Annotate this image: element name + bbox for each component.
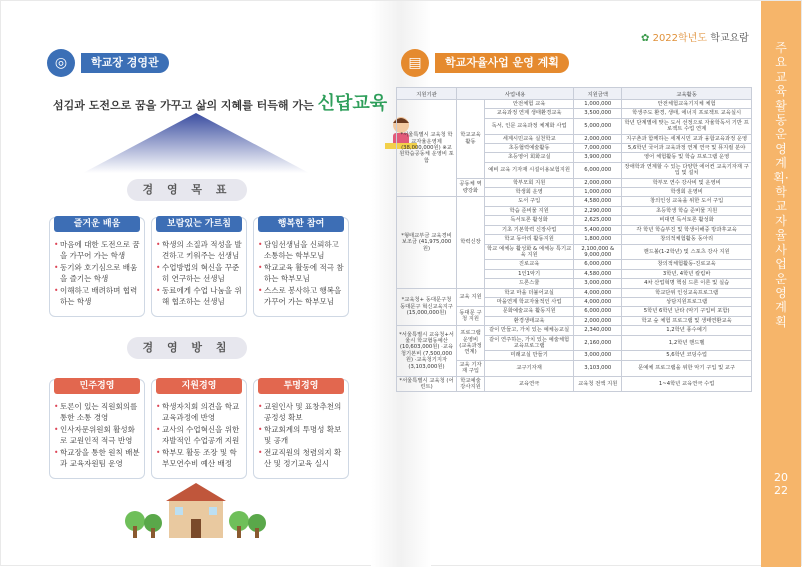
amount-cell: 4,580,000 bbox=[574, 269, 622, 278]
activity-cell: 상담지원프로그램 bbox=[622, 297, 752, 306]
program-name-cell: 학부모회 지원 bbox=[485, 178, 574, 187]
activity-cell: 지구촌과 함께하는 세계시민 교과 융합교육과정 운영 bbox=[622, 134, 752, 143]
policy-card: 투명경영 • 교원인사 및 표창추천의 공정성 확보 • 학교회계의 투명성 확보 및 공개 • 전교직원의 청렴의지 확산 및 정기교육 실시 bbox=[253, 379, 349, 479]
sidebar-chapter-title: 주요교육활동운영계획·학교자율사업운영계획 bbox=[773, 41, 789, 329]
program-name-cell: 1인1악기 bbox=[485, 269, 574, 278]
program-name-cell: 같이 연주하는, 가치 있는 예술체험교육프로그램 bbox=[485, 335, 574, 351]
amount-cell: 1,000,000 bbox=[574, 100, 622, 109]
program-name-cell: 같이 만들고, 가치 있는 예체능교실 bbox=[485, 326, 574, 335]
amount-cell: 2,000,000 bbox=[574, 134, 622, 143]
header-year: 2022학년도 bbox=[652, 33, 708, 44]
amount-cell: 4,000,000 bbox=[574, 288, 622, 297]
program-name-cell: 미래교실 만들기 bbox=[485, 351, 574, 360]
amount-cell: 3,103,000 bbox=[574, 360, 622, 376]
policy-label: 경 영 방 침 bbox=[127, 337, 247, 359]
funding-org-cell: *서울특별시 교육청 (어린트) bbox=[397, 376, 457, 392]
header-name: 학교요람 bbox=[710, 33, 749, 44]
amount-cell: 1,800,000 bbox=[574, 235, 622, 244]
amount-cell: 5,400,000 bbox=[574, 225, 622, 234]
globe-icon: ◎ bbox=[47, 49, 75, 77]
program-name-cell: 학교 예체능 활성화 & 예체능 특기교육 지원 bbox=[485, 244, 574, 260]
program-name-cell: 드론스쿨 bbox=[485, 279, 574, 288]
activity-cell: 창의인성 교육을 위한 도서 구입 bbox=[622, 197, 752, 206]
amount-cell: 2,160,000 bbox=[574, 335, 622, 351]
amount-cell: 교육청 전액 지원 bbox=[574, 376, 622, 392]
policy-card: 민주경영 • 토론이 있는 직원회의를 통한 소통 경영 • 인사자문위원회 활성화로 교원인적 적극 반영 • 학교장을 통한 원칙 배분과 교육자원팀 운영 bbox=[49, 379, 145, 479]
program-group-cell: 프로그램 운영비 (교육과정 연계) bbox=[457, 326, 485, 361]
autonomy-plan-table bbox=[396, 87, 752, 392]
activity-cell: 1,2학년 핸드벨 bbox=[622, 335, 752, 351]
amount-cell: 6,000,000 bbox=[574, 162, 622, 178]
table-row bbox=[397, 288, 752, 297]
program-name-cell: 학습 준비물 지원 bbox=[485, 206, 574, 215]
program-group-cell: 학교예술 강사지원 bbox=[457, 376, 485, 392]
amount-cell: 6,000,000 bbox=[574, 307, 622, 316]
amount-cell: 2,000,000 bbox=[574, 178, 622, 187]
table-row bbox=[397, 326, 752, 335]
table-header-row: 지원기관 사업내용 지원금액 교육활동 bbox=[397, 88, 752, 100]
program-name-cell: 초등협력예술활동 bbox=[485, 144, 574, 153]
policy-card: 지원경영 • 학생자치회 의견을 학교 교육과정에 반영 • 교사의 수업혁신을 위한 자발적인 수업공개 지원 • 학부모 활동 조장 및 학부모연수비 예산 배정 bbox=[151, 379, 247, 479]
program-name-cell: 초등영어 회화교실 bbox=[485, 153, 574, 162]
amount-cell: 4,580,000 bbox=[574, 197, 622, 206]
funding-org-cell: *서울특별시 교육청 학교자율운영제 (38,000,000원) ※교원학습공동체 운영비 포함 bbox=[397, 100, 457, 197]
funding-org-cell: *교육청+ 동대문구청 동대문구 혁신교육지구 (15,000,000원) bbox=[397, 288, 457, 326]
activity-cell: 장애학과 연계할 수 있는 다양한 에어컨 교육기자재 구입 및 설치 bbox=[622, 162, 752, 178]
activity-cell: 1~4학년 교육연극 수업 bbox=[622, 376, 752, 392]
activity-cell: 학생주도 환경, 생태, 에너지 프로젝트 교육실시 bbox=[622, 109, 752, 118]
program-group-cell: 교육 지원 bbox=[457, 288, 485, 307]
activity-cell: 1,2학년 풍수예기 bbox=[622, 326, 752, 335]
activity-cell: 학생회 운영비 bbox=[622, 188, 752, 197]
activity-cell: 초등학생 학습 준비물 지원 bbox=[622, 206, 752, 215]
program-name-cell: 도서 구입 bbox=[485, 197, 574, 206]
amount-cell: 2,290,000 bbox=[574, 206, 622, 215]
program-name-cell: 교육과정 연계 생태환경교육 bbox=[485, 109, 574, 118]
amount-cell: 2,340,000 bbox=[574, 326, 622, 335]
program-name-cell: 학생회 운영 bbox=[485, 188, 574, 197]
activity-cell: 5,6학년 코딩수업 bbox=[622, 351, 752, 360]
program-group-cell: 동대문 구청 지원 bbox=[457, 307, 485, 326]
goal-card: 보람있는 가르침 • 학생의 소질과 적성을 발견하고 키워주는 선생님 • 수업방법의 혁신을 꾸준히 연구하는 선생님 • 동료에게 수업 나눔을 위해 협조하는 선생님 bbox=[151, 217, 247, 317]
leaf-icon: ✿ bbox=[641, 33, 650, 44]
program-name-cell: 마을연계 학교자율적인 사업 bbox=[485, 297, 574, 306]
activity-cell: 4차 산업혁명 핵심 드론 이론 및 실습 bbox=[622, 279, 752, 288]
program-name-cell: 학교 동아리 활동지원 bbox=[485, 235, 574, 244]
activity-cell: 학교 숲 체험 프로그램 및 생태연환교육 bbox=[622, 316, 752, 325]
activity-cell: 핸드볼(1-2학년) 및 스포츠 강사 지원 bbox=[622, 244, 752, 260]
program-name-cell: 환경생태교육 bbox=[485, 316, 574, 325]
table-row bbox=[397, 197, 752, 206]
up-arrow-graphic bbox=[81, 111, 311, 173]
motto-text: 섬김과 도전으로 꿈을 가꾸고 삶의 지혜를 터득해 가는 bbox=[53, 99, 314, 112]
activity-cell: 학부모 연수 강사비 및 운영비 bbox=[622, 178, 752, 187]
program-name-cell: 교육연극 bbox=[485, 376, 574, 392]
program-group-cell: 교육 기자재 구입 bbox=[457, 360, 485, 376]
activity-cell: 학년 단계별에 맞는 도서 선정으로 자율학독서 기반 프로젝트 수업 연계 bbox=[622, 118, 752, 134]
school-building-illustration bbox=[121, 471, 271, 541]
activity-cell: 비대면 독서토론 활성화 bbox=[622, 216, 752, 225]
amount-cell: 3,000,000 bbox=[574, 279, 622, 288]
program-name-cell: 예비 교육 기자재 시설이용보험지원 bbox=[485, 162, 574, 178]
activity-cell: 창의적체험활동-진로교육 bbox=[622, 260, 752, 269]
activity-cell: 안전체험교육기지체 체험 bbox=[622, 100, 752, 109]
goal-card: 행복한 참여 • 담임선생님을 신뢰하고 소통하는 학부모님 • 학교교육 활동에 적극 참하는 학부모님 • 스스로 봉사하고 행복을 가꾸어 가는 학부모님 bbox=[253, 217, 349, 317]
goal-card: 즐거운 배움 • 마음에 대한 도전으로 꿈을 가꾸어 가는 학생 • 동기와 호기심으로 배움을 즐기는 학생 • 이해하고 배려하며 협력하는 학생 bbox=[49, 217, 145, 317]
amount-cell: 2,000,000 bbox=[574, 316, 622, 325]
program-name-cell: 학교 마을 더불어교실 bbox=[485, 288, 574, 297]
amount-cell: 3,900,000 bbox=[574, 153, 622, 162]
table-row bbox=[397, 376, 752, 392]
activity-cell: 5,6학년 국어과 교육과정 연계 연극 및 뮤지컬 분야 bbox=[622, 144, 752, 153]
program-group-cell: 학교교육활동 bbox=[457, 100, 485, 179]
funding-org-cell: *서울특별시 교육청+서울시 학교협동예산 (10,603,000원) ·교육청기본비 (7,500,000원) ·교육청기지자 (3,103,000원) bbox=[397, 326, 457, 376]
funding-org-cell: *형태교부금 교육경비보조금 (41,975,000원) bbox=[397, 197, 457, 288]
amount-cell: 2,100,000 & 9,000,000 bbox=[574, 244, 622, 260]
program-name-cell: 안전체험 교육 bbox=[485, 100, 574, 109]
goals-label: 경 영 목 표 bbox=[127, 179, 247, 201]
right-section-title: ▤ 학교자율사업 운영 계획 bbox=[401, 49, 569, 77]
program-name-cell: 문화예술교육 활동지원 bbox=[485, 307, 574, 316]
activity-cell: 각 학년 학습부진 및 학생이해중 방과후교육 bbox=[622, 225, 752, 234]
activity-cell: 5학년 6학년 난타 (악기 구입비 포함) bbox=[622, 307, 752, 316]
activity-cell: 창의적체험활동 동아리 bbox=[622, 235, 752, 244]
activity-cell: 영어 체험활동 및 학습 프로그램 운영 bbox=[622, 153, 752, 162]
program-name-cell: 진로교육 bbox=[485, 260, 574, 269]
program-group-cell: 학력신장 bbox=[457, 197, 485, 288]
program-name-cell: 독서토론 활성화 bbox=[485, 216, 574, 225]
activity-cell: 문예체 프로그램을 위한 악기 구입 및 교구 bbox=[622, 360, 752, 376]
program-name-cell: 세계시민교육 실천학교 bbox=[485, 134, 574, 143]
table-row bbox=[397, 100, 752, 109]
amount-cell: 1,000,000 bbox=[574, 188, 622, 197]
program-name-cell: 기초 기본학력 신장사업 bbox=[485, 225, 574, 234]
amount-cell: 5,000,000 bbox=[574, 118, 622, 134]
amount-cell: 6,000,000 bbox=[574, 260, 622, 269]
amount-cell: 3,000,000 bbox=[574, 351, 622, 360]
amount-cell: 3,500,000 bbox=[574, 109, 622, 118]
program-group-cell: 공동체 역량강화 bbox=[457, 178, 485, 197]
motto-highlight: 신답교육 bbox=[317, 93, 388, 114]
sidebar-year: 2022 bbox=[774, 471, 788, 497]
activity-cell: 학교단위 인성교육프로그램 bbox=[622, 288, 752, 297]
program-name-cell: 독서, 인문 교육과정 체계화 사업 bbox=[485, 118, 574, 134]
chapter-sidebar bbox=[761, 1, 801, 567]
program-name-cell: 교구기자재 bbox=[485, 360, 574, 376]
activity-cell: 3학년, 4학년 칼림바 bbox=[622, 269, 752, 278]
book-icon: ▤ bbox=[401, 49, 429, 77]
left-section-title: ◎ 학교장 경영관 bbox=[47, 49, 169, 77]
amount-cell: 7,000,000 bbox=[574, 144, 622, 153]
amount-cell: 2,625,000 bbox=[574, 216, 622, 225]
amount-cell: 4,000,000 bbox=[574, 297, 622, 306]
document-header bbox=[641, 29, 749, 44]
